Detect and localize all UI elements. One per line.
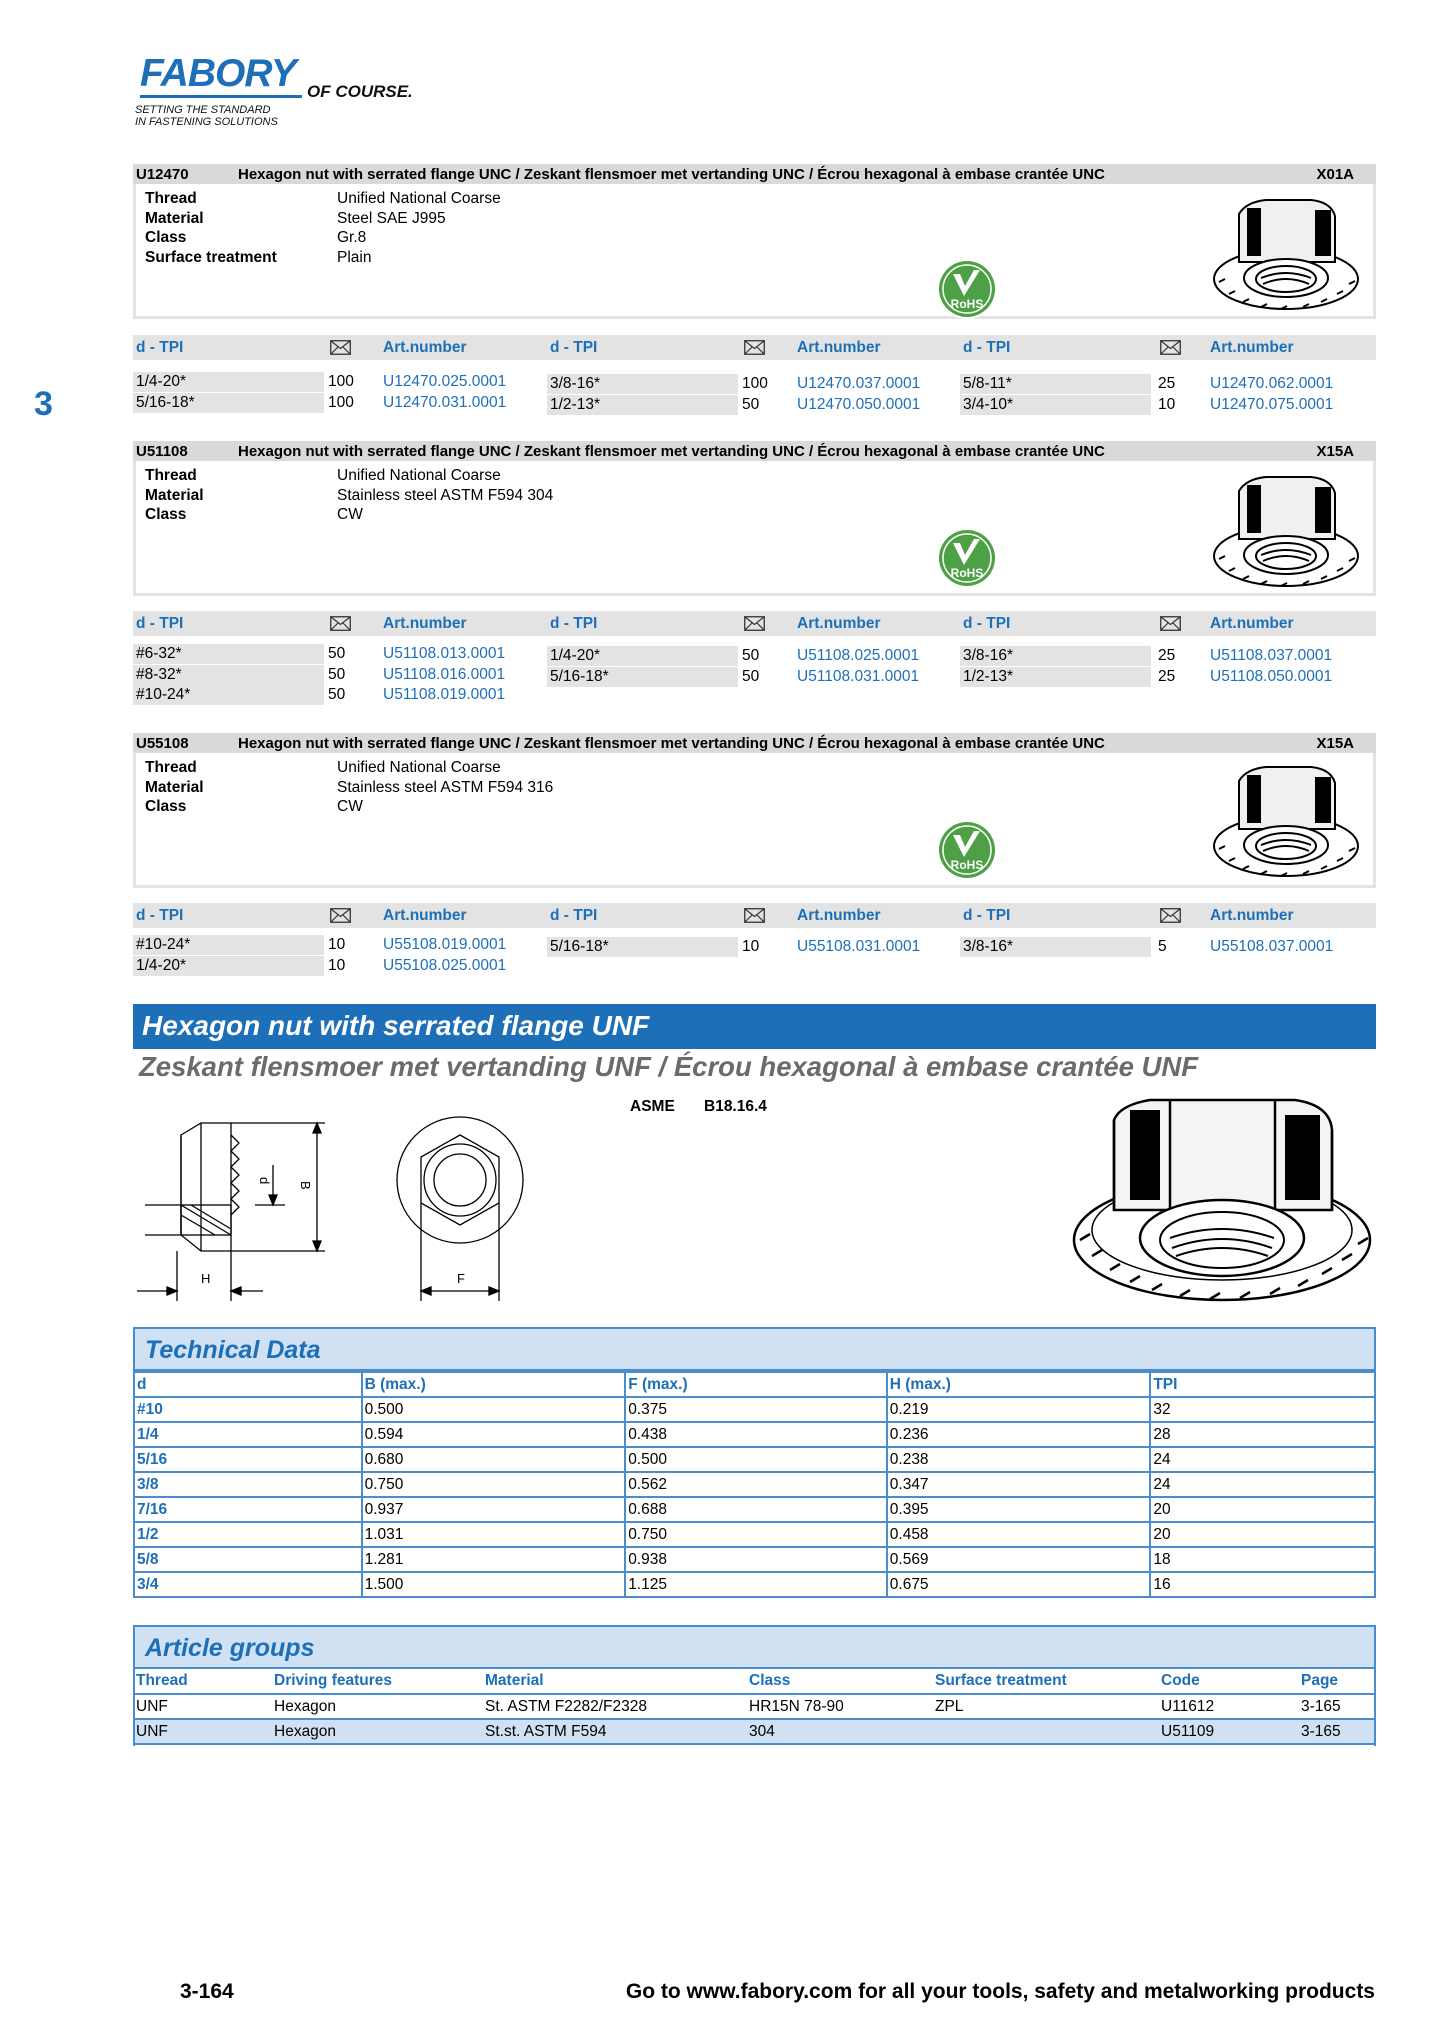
- article-quantity: 50: [328, 686, 346, 703]
- table-cell[interactable]: 3-165: [1298, 1719, 1376, 1744]
- top-view-drawing: [395, 1105, 525, 1305]
- rohs-icon: [936, 819, 998, 881]
- footer-text: Go to www.fabory.com for all your tools, safety and metalworking products: [625, 1980, 1375, 2003]
- logo-tagline-line-1: SETTING THE STANDARD: [135, 104, 271, 116]
- technical-data-table: [133, 1371, 1376, 1598]
- package-quantity-icon: [1160, 340, 1181, 355]
- article-size: 1/4-20*: [133, 956, 324, 976]
- column-header: Material: [482, 1669, 746, 1694]
- table-cell: 20: [1150, 1497, 1375, 1522]
- column-header: Class: [746, 1669, 932, 1694]
- spec-label: Thread: [145, 759, 197, 776]
- table-row: [134, 1447, 1375, 1472]
- table-cell: 20: [1150, 1522, 1375, 1547]
- product-spec-box: [133, 753, 1376, 888]
- table-cell: 24: [1150, 1447, 1375, 1472]
- product-code: U55108: [136, 735, 189, 752]
- product-title: Hexagon nut with serrated flange UNC / Zeskant flensmoer met vertanding UNC / Écrou hexagonal à embase crantée UNC: [238, 166, 1105, 183]
- column-header: Code: [1158, 1669, 1298, 1694]
- package-quantity-icon: [744, 616, 765, 631]
- article-number-link[interactable]: U51108.016.0001: [383, 665, 506, 683]
- column-header-art-number: Art.number: [797, 615, 881, 632]
- table-cell: 0.750: [362, 1472, 626, 1497]
- logo-slogan: OF COURSE.: [307, 82, 413, 101]
- nut-thumbnail-image: [1211, 194, 1361, 314]
- spec-label: Class: [145, 798, 187, 815]
- product-ref: X15A: [1316, 735, 1354, 752]
- column-header: Thread: [133, 1669, 271, 1694]
- column-header-art-number: Art.number: [383, 339, 467, 356]
- article-number-link[interactable]: U12470.025.0001: [383, 373, 507, 390]
- table-row: [134, 1572, 1375, 1597]
- nut-thumbnail-image: [1211, 761, 1361, 881]
- article-number-link[interactable]: U55108.019.0001: [383, 936, 507, 953]
- product-spec-box: [133, 461, 1376, 596]
- table-cell: 0.594: [362, 1422, 626, 1447]
- column-header-art-number: Art.number: [1210, 615, 1294, 632]
- table-cell: 1.031: [362, 1522, 626, 1547]
- article-quantity: 50: [742, 395, 760, 413]
- column-header: Driving features: [271, 1669, 482, 1694]
- column-header-art-number: Art.number: [383, 907, 467, 924]
- table-cell: Hexagon: [271, 1694, 482, 1719]
- article-number-link[interactable]: U51108.037.0001: [1210, 647, 1333, 664]
- svg-text:RoHS: RoHS: [950, 858, 984, 872]
- article-quantity: 100: [328, 393, 354, 411]
- article-size: 1/2-13*: [547, 395, 738, 415]
- package-quantity-icon: [1160, 908, 1181, 923]
- spec-label: Material: [145, 486, 204, 504]
- article-number-link[interactable]: U51108.025.0001: [797, 647, 920, 664]
- article-quantity: 10: [328, 936, 346, 953]
- article-size: 3/4-10*: [960, 395, 1151, 415]
- article-quantity: 50: [328, 665, 346, 683]
- article-table-header: [133, 903, 1376, 928]
- logo-underline: [140, 95, 302, 98]
- table-cell: St. ASTM F2282/F2328: [482, 1694, 746, 1719]
- article-size: 1/4-20*: [547, 646, 738, 666]
- table-cell: 0.458: [887, 1522, 1151, 1547]
- table-row: [134, 1472, 1375, 1497]
- table-cell: 0.219: [887, 1397, 1151, 1422]
- article-number-link[interactable]: U12470.050.0001: [797, 395, 921, 413]
- technical-data-title: Technical Data: [145, 1336, 321, 1364]
- table-cell: 0.500: [362, 1397, 626, 1422]
- table-cell: 0.438: [625, 1422, 887, 1447]
- spec-label: Material: [145, 209, 204, 227]
- article-size: 1/2-13*: [960, 667, 1151, 687]
- article-group-row[interactable]: [133, 1719, 1376, 1744]
- article-number-link[interactable]: U51108.013.0001: [383, 645, 506, 662]
- article-number-link[interactable]: U51108.019.0001: [383, 686, 506, 703]
- table-cell: 0.347: [887, 1472, 1151, 1497]
- table-cell: 28: [1150, 1422, 1375, 1447]
- fabory-logo: [132, 52, 432, 132]
- column-header-d-tpi: d - TPI: [963, 907, 1011, 924]
- package-quantity-icon: [330, 340, 351, 355]
- nut-illustration: [1070, 1090, 1375, 1305]
- article-group-row[interactable]: [133, 1694, 1376, 1719]
- column-header: TPI: [1150, 1372, 1375, 1397]
- table-cell: 0.675: [887, 1572, 1151, 1597]
- column-header: F (max.): [625, 1372, 887, 1397]
- rohs-icon: [936, 527, 998, 589]
- article-size: 5/16-18*: [133, 393, 324, 413]
- article-table-header: [133, 335, 1376, 360]
- table-cell: 1.281: [362, 1547, 626, 1572]
- article-quantity: 25: [1158, 667, 1176, 685]
- article-size: #10-24*: [133, 935, 324, 955]
- table-cell: 1.500: [362, 1572, 626, 1597]
- column-header-art-number: Art.number: [1210, 339, 1294, 356]
- table-cell: 0.750: [625, 1522, 887, 1547]
- table-cell: HR15N 78-90: [746, 1694, 932, 1719]
- spec-value: CW: [337, 798, 363, 815]
- spec-label: Class: [145, 229, 187, 246]
- table-cell: 0.375: [625, 1397, 887, 1422]
- article-number-link[interactable]: U55108.037.0001: [1210, 938, 1334, 955]
- article-quantity: 50: [742, 647, 760, 664]
- article-number-link[interactable]: U12470.031.0001: [383, 393, 507, 411]
- standard-org: ASME: [630, 1098, 675, 1115]
- chapter-number: 3: [34, 385, 53, 423]
- table-cell: 5/8: [134, 1547, 362, 1572]
- article-number-link[interactable]: U55108.031.0001: [797, 938, 921, 955]
- table-cell: 1/4: [134, 1422, 362, 1447]
- table-cell: ZPL: [932, 1694, 1158, 1719]
- article-size: 3/8-16*: [547, 374, 738, 394]
- table-cell: 0.569: [887, 1547, 1151, 1572]
- article-quantity: 5: [1158, 938, 1167, 955]
- product-title: Hexagon nut with serrated flange UNC / Zeskant flensmoer met vertanding UNC / Écrou hexagonal à embase crantée UNC: [238, 443, 1105, 460]
- column-header-art-number: Art.number: [383, 615, 467, 632]
- section-title: Hexagon nut with serrated flange UNF: [142, 1010, 650, 1041]
- article-size: 5/16-18*: [547, 937, 738, 957]
- article-size: 5/16-18*: [547, 667, 738, 687]
- article-number-link[interactable]: U12470.062.0001: [1210, 375, 1334, 392]
- spec-label: Thread: [145, 190, 197, 207]
- table-cell: St.st. ASTM F594: [482, 1719, 746, 1744]
- table-row: [134, 1422, 1375, 1447]
- column-header: d: [134, 1372, 362, 1397]
- article-quantity: 10: [1158, 395, 1176, 413]
- column-header-art-number: Art.number: [1210, 907, 1294, 924]
- table-cell: UNF: [133, 1719, 271, 1744]
- article-size: #10-24*: [133, 685, 324, 705]
- logo-brand: FABORY: [140, 52, 296, 95]
- article-size: #6-32*: [133, 644, 324, 664]
- spec-value: Gr.8: [337, 229, 367, 246]
- table-cell: 0.937: [362, 1497, 626, 1522]
- table-header-row: [133, 1669, 1376, 1694]
- spec-label: Class: [145, 506, 187, 523]
- table-cell[interactable]: 3-165: [1298, 1694, 1376, 1719]
- table-cell: 3/8: [134, 1472, 362, 1497]
- article-number-link[interactable]: U12470.075.0001: [1210, 395, 1334, 413]
- article-size: 3/8-16*: [960, 937, 1151, 957]
- table-cell[interactable]: U11612: [1158, 1694, 1298, 1719]
- table-cell: 0.562: [625, 1472, 887, 1497]
- table-cell: 3/4: [134, 1572, 362, 1597]
- package-quantity-icon: [744, 340, 765, 355]
- product-spec-box: [133, 184, 1376, 319]
- article-groups-table: [133, 1669, 1376, 1745]
- article-quantity: 25: [1158, 647, 1176, 664]
- column-header-art-number: Art.number: [797, 907, 881, 924]
- article-quantity: 10: [328, 956, 346, 974]
- table-row: [134, 1497, 1375, 1522]
- spec-label: Thread: [145, 467, 197, 484]
- article-quantity: 50: [328, 645, 346, 662]
- table-cell: 0.688: [625, 1497, 887, 1522]
- table-cell: 0.680: [362, 1447, 626, 1472]
- logo-tagline: [135, 104, 278, 128]
- table-cell: 0.236: [887, 1422, 1151, 1447]
- article-quantity: 100: [328, 373, 354, 390]
- column-header-d-tpi: d - TPI: [550, 907, 598, 924]
- svg-text:RoHS: RoHS: [950, 297, 984, 311]
- article-size: 3/8-16*: [960, 646, 1151, 666]
- table-row: [134, 1547, 1375, 1572]
- column-header-d-tpi: d - TPI: [136, 339, 184, 356]
- spec-value: Stainless steel ASTM F594 316: [337, 778, 554, 796]
- table-row: [134, 1397, 1375, 1422]
- column-header: Surface treatment: [932, 1669, 1158, 1694]
- package-quantity-icon: [330, 616, 351, 631]
- package-quantity-icon: [744, 908, 765, 923]
- product-ref: X15A: [1316, 443, 1354, 460]
- article-quantity: 50: [742, 667, 760, 685]
- article-number-link[interactable]: U55108.025.0001: [383, 956, 507, 974]
- logo-tagline-line-2: IN FASTENING SOLUTIONS: [135, 116, 278, 128]
- spec-value: Unified National Coarse: [337, 467, 501, 484]
- section-subtitle: Zeskant flensmoer met vertanding UNF / Écrou hexagonal à embase crantée UNF: [139, 1051, 1199, 1082]
- table-cell: 24: [1150, 1472, 1375, 1497]
- label-h: H: [201, 1271, 211, 1286]
- svg-text:RoHS: RoHS: [950, 566, 984, 580]
- article-number-link[interactable]: U51108.031.0001: [797, 667, 920, 685]
- spec-label: Surface treatment: [145, 248, 277, 266]
- spec-value: Stainless steel ASTM F594 304: [337, 486, 554, 504]
- article-quantity: 10: [742, 938, 760, 955]
- package-quantity-icon: [330, 908, 351, 923]
- article-number-link[interactable]: U12470.037.0001: [797, 375, 921, 392]
- article-quantity: 100: [742, 375, 768, 392]
- spec-label: Material: [145, 778, 204, 796]
- column-header-art-number: Art.number: [797, 339, 881, 356]
- article-size: 1/4-20*: [133, 372, 324, 392]
- article-groups-title-bar: [133, 1625, 1376, 1669]
- column-header-d-tpi: d - TPI: [550, 339, 598, 356]
- product-code: U51108: [136, 443, 188, 460]
- table-cell: 7/16: [134, 1497, 362, 1522]
- article-groups-title: Article groups: [145, 1634, 315, 1662]
- table-cell: 16: [1150, 1572, 1375, 1597]
- table-cell: 0.238: [887, 1447, 1151, 1472]
- standard-number: B18.16.4: [704, 1098, 767, 1115]
- article-size: #8-32*: [133, 665, 324, 685]
- table-cell: 0.938: [625, 1547, 887, 1572]
- spec-value: Unified National Coarse: [337, 190, 501, 207]
- column-header-d-tpi: d - TPI: [136, 907, 184, 924]
- section-title-bar: [133, 1004, 1376, 1049]
- table-cell: UNF: [133, 1694, 271, 1719]
- product-header: [133, 733, 1376, 753]
- table-header-row: [134, 1372, 1375, 1397]
- rohs-icon: [936, 258, 998, 320]
- article-number-link[interactable]: U51108.050.0001: [1210, 667, 1333, 685]
- table-cell: 0.395: [887, 1497, 1151, 1522]
- column-header: Page: [1298, 1669, 1376, 1694]
- article-table-header: [133, 611, 1376, 636]
- product-title: Hexagon nut with serrated flange UNC / Zeskant flensmoer met vertanding UNC / Écrou hexagonal à embase crantée UNC: [238, 735, 1105, 752]
- table-cell: 304: [746, 1719, 932, 1744]
- page-number: 3-164: [180, 1980, 234, 2003]
- table-cell: [932, 1719, 1158, 1744]
- table-cell: 1.125: [625, 1572, 887, 1597]
- table-cell[interactable]: U51109: [1158, 1719, 1298, 1744]
- column-header: H (max.): [887, 1372, 1151, 1397]
- column-header-d-tpi: d - TPI: [963, 339, 1011, 356]
- table-cell: 5/16: [134, 1447, 362, 1472]
- nut-thumbnail-image: [1211, 471, 1361, 591]
- article-size: 5/8-11*: [960, 374, 1151, 394]
- column-header-d-tpi: d - TPI: [550, 615, 598, 632]
- table-row: [134, 1522, 1375, 1547]
- label-b: B: [298, 1181, 313, 1190]
- table-cell: 0.500: [625, 1447, 887, 1472]
- label-d: d: [257, 1177, 272, 1185]
- technical-data-title-bar: [133, 1327, 1376, 1371]
- article-quantity: 25: [1158, 375, 1176, 392]
- spec-value: Steel SAE J995: [337, 209, 446, 227]
- table-cell: Hexagon: [271, 1719, 482, 1744]
- spec-value: Unified National Coarse: [337, 759, 501, 776]
- product-header: [133, 164, 1376, 184]
- product-ref: X01A: [1316, 166, 1354, 183]
- table-cell: 32: [1150, 1397, 1375, 1422]
- table-cell: 18: [1150, 1547, 1375, 1572]
- table-cell: #10: [134, 1397, 362, 1422]
- spec-value: CW: [337, 506, 363, 523]
- product-code: U12470: [136, 166, 189, 183]
- label-f: F: [457, 1271, 465, 1286]
- spec-value: Plain: [337, 248, 372, 266]
- package-quantity-icon: [1160, 616, 1181, 631]
- column-header-d-tpi: d - TPI: [963, 615, 1011, 632]
- product-header: [133, 441, 1376, 461]
- column-header: B (max.): [362, 1372, 626, 1397]
- table-cell: 1/2: [134, 1522, 362, 1547]
- column-header-d-tpi: d - TPI: [136, 615, 184, 632]
- side-view-drawing: [135, 1105, 335, 1305]
